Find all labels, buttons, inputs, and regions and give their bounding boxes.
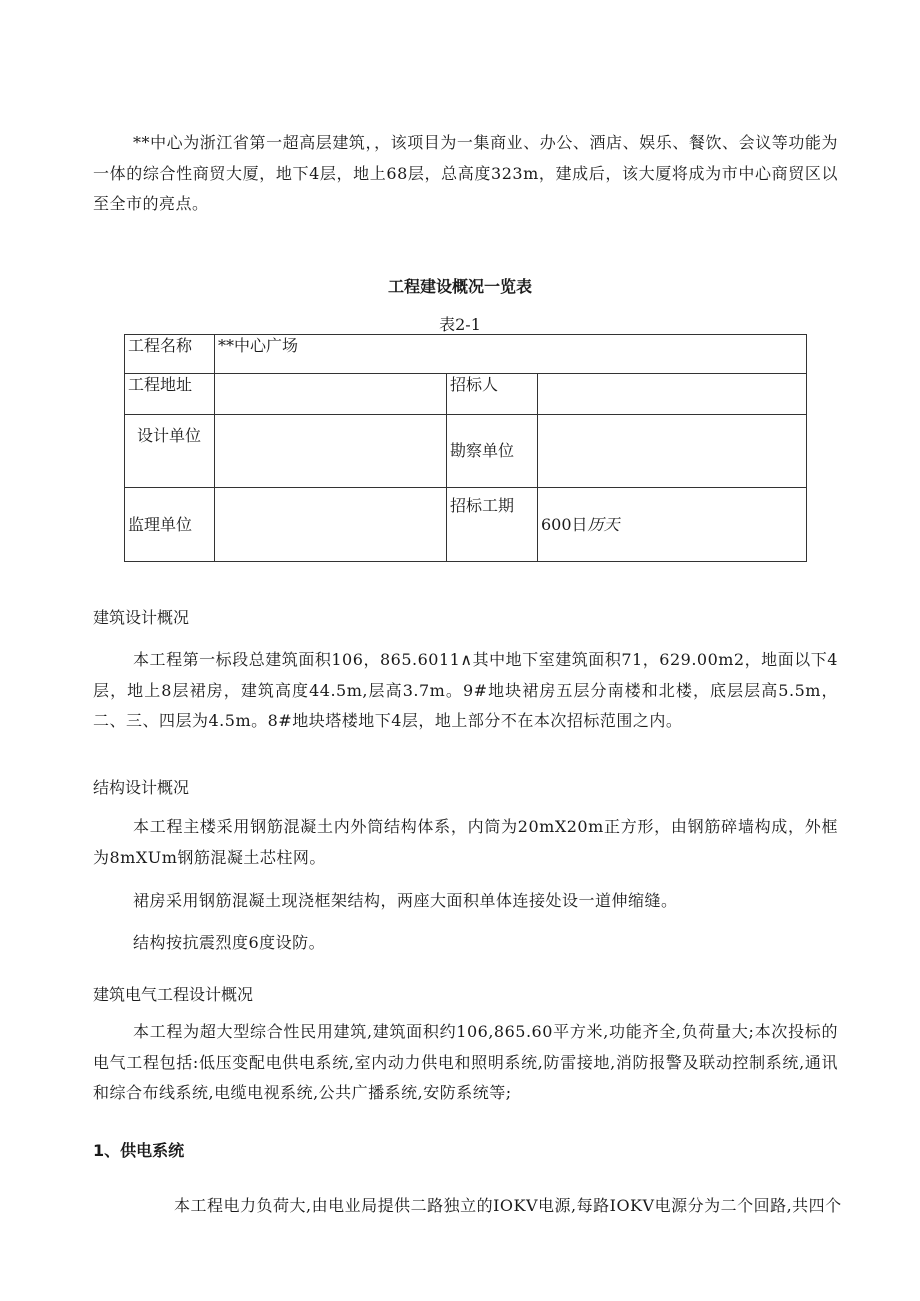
period-unit: 历天 (587, 514, 620, 534)
power-system-paragraph: 本工程电力负荷大,由电业局提供二路独立的IOKV电源,每路IOKV电源分为二个回路,共四个 (174, 1196, 842, 1215)
arch-design-heading: 建筑设计概况 (93, 608, 190, 627)
address-value (215, 374, 447, 415)
intro-paragraph: **中心为浙江省第一超高层建筑，，该项目为一集商业、办公、酒店、娱乐、餐饮、会议等功能为一体的综合性商贸大厦，地下4层，地上68层，总高度323m，建成后，该大厦将成为市中心商贸区以至全市的亮点。 (93, 133, 838, 213)
tender-period-label: 招标工期 (447, 488, 538, 562)
struct-design-paragraph-1: 本工程主楼采用钢筋混凝土内外筒结构体系，内筒为20mX20m正方形，由钢筋碎墙构成，外框为8mXUm钢筋混凝土芯柱网。 (93, 817, 838, 867)
arch-design-paragraph: 本工程第一标段总建筑面积106，865.6011∧其中地下室建筑面积71，629.00m2，地面以下4层，地上8层裙房，建筑高度44.5m,层高3.7m。9#地块裙房五层分南楼和北楼，底层层高5.5m，二、三、四层为4.5m。8#地块塔楼地下4层，地上部分不在本次招标范围之内。 (93, 650, 838, 730)
project-overview-table (124, 334, 807, 562)
address-label: 工程地址 (125, 374, 215, 415)
struct-design-heading: 结构设计概况 (93, 778, 190, 797)
tender-period-value (538, 488, 807, 562)
struct-design-paragraph-3: 结构按抗震烈度6度设防。 (133, 933, 326, 952)
project-name-value: **中心广场 (215, 335, 807, 374)
table-row (125, 415, 807, 488)
survey-label: 勘察单位 (447, 415, 538, 488)
table-title: 工程建设概况一览表 (387, 277, 532, 296)
elec-design-heading: 建筑电气工程设计概况 (93, 985, 254, 1004)
survey-value (538, 415, 807, 488)
tenderer-value (538, 374, 807, 415)
period-number: 600日 (541, 514, 588, 534)
elec-design-paragraph: 本工程为超大型综合性民用建筑,建筑面积约106,865.60平方米,功能齐全,负荷量大;本次投标的电气工程包括:低压变配电供电系统,室内动力供电和照明系统,防雷接地,消防报警及联动控制系统,通讯和综合布线系统,电缆电视系统,公共广播系统,安防系统等; (93, 1022, 838, 1102)
table-row (125, 335, 807, 374)
project-name-label: 工程名称 (125, 335, 215, 374)
power-system-heading: 1、供电系统 (93, 1141, 185, 1160)
supervision-label: 监理单位 (125, 488, 215, 562)
supervision-value (215, 488, 447, 562)
design-label: 设计单位 (125, 415, 215, 488)
struct-design-paragraph-2: 裙房采用钢筋混凝土现浇框架结构，两座大面积单体连接处设一道伸缩缝。 (133, 891, 678, 910)
table-row (125, 488, 807, 562)
table-number: 表2-1 (439, 315, 481, 334)
tenderer-label: 招标人 (447, 374, 538, 415)
table-row (125, 374, 807, 415)
design-value (215, 415, 447, 488)
